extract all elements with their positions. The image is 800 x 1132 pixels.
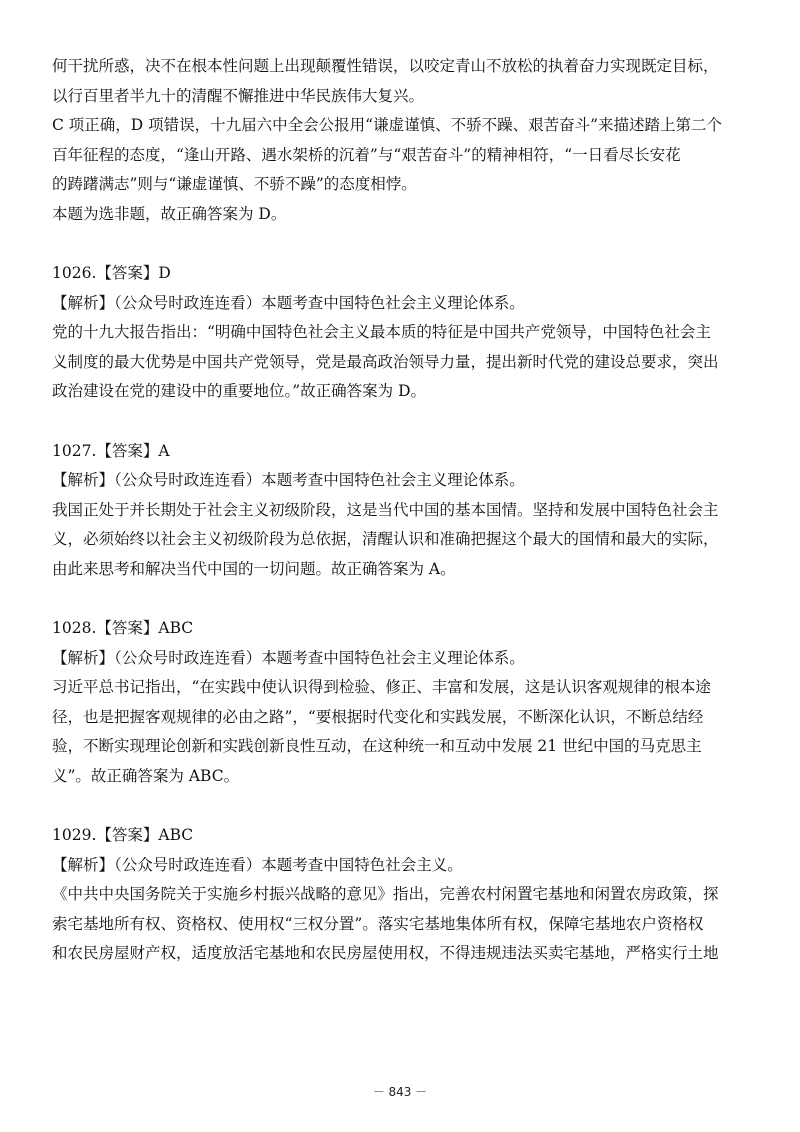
paragraph-line: 的踌躇满志”则与“谦虚谨慎、不骄不躁”的态度相悖。 [52,175,417,193]
answer-heading: 1029.【答案】ABC [52,826,194,844]
paragraph-line: 义，必须始终以社会主义初级阶段为总依据，清醒认识和准确把握这个最大的国情和最大的实际， [52,530,719,548]
answer-heading: 1026.【答案】D [52,264,171,282]
paragraph-line: 和农民房屋财产权，适度放活宅基地和农民房屋使用权，不得违规违法买卖宅基地，严格实行土地 [52,944,719,962]
intro-block [52,52,752,229]
paragraph-line: 以行百里者半九十的清醒不懈推进中华民族伟大复兴。 [52,86,425,105]
question-1026 [52,259,752,407]
analysis-heading: 【解析】（公众号时政连连看）本题考查中国特色社会主义理论体系。 [52,293,525,312]
paragraph-line: 索宅基地所有权、资格权、使用权“三权分置”。落实宅基地集体所有权，保障宅基地农户资格权 [52,914,704,933]
answer-heading: 1027.【答案】A [52,441,170,460]
paragraph-line: 党的十九大报告指出：“明确中国特色社会主义最本质的特征是中国共产党领导，中国特色社会主 [52,323,711,341]
page-number: － 843 － [372,1085,428,1099]
paragraph-line: 义”。故正确答案为 ABC。 [52,766,240,785]
analysis-heading: 【解析】（公众号时政连连看）本题考查中国特色社会主义理论体系。 [52,648,525,667]
answer-heading: 1028.【答案】ABC [52,619,194,637]
paragraph-line: C 项正确，D 项错误，十九届六中全会公报用“谦虚谨慎、不骄不躁、艰苦奋斗”来描述踏上第二个 [52,116,722,134]
analysis-heading: 【解析】（公众号时政连连看）本题考查中国特色社会主义理论体系。 [52,471,525,489]
paragraph-line: 习近平总书记指出，“在实践中使认识得到检验、修正、丰富和发展，这是认识客观规律的根本途 [52,678,711,696]
paragraph-line: 政治建设在党的建设中的重要地位。”故正确答案为 D。 [52,382,427,400]
question-1027 [52,437,752,585]
paragraph-line: 我国正处于并长期处于社会主义初级阶段，这是当代中国的基本国情。坚持和发展中国特色社会主 [52,500,719,519]
paragraph-line: 本题为选非题，故正确答案为 D。 [52,204,287,223]
question-1028 [52,614,752,791]
paragraph-line: 由此来思考和解决当代中国的一切问题。故正确答案为 A。 [52,559,456,578]
document-page [52,52,752,969]
analysis-heading: 【解析】（公众号时政连连看）本题考查中国特色社会主义。 [52,855,463,874]
paragraph-line: 百年征程的态度，“逢山开路、遇水架桥的沉着”与“艰苦奋斗”的精神相符，“一日看尽长安花 [52,145,681,164]
paragraph-line: 《中共中央国务院关于实施乡村振兴战略的意见》指出，完善农村闲置宅基地和闲置农房政策，探 [52,885,719,903]
paragraph-line: 验，不断实现理论创新和实践创新良性互动，在这种统一和互动中发展 21 世纪中国的马克思主 [52,737,702,755]
paragraph-line: 义制度的最大优势是中国共产党领导，党是最高政治领导力量，提出新时代党的建设总要求，突出 [52,352,719,371]
paragraph-line: 何干扰所惑，决不在根本性问题上出现颠覆性错误，以咬定青山不放松的执着奋力实现既定目标， [52,57,719,75]
paragraph-line: 径，也是把握客观规律的必由之路”，“要根据时代变化和实践发展，不断深化认识，不断总结经 [52,707,704,726]
question-1029 [52,821,752,969]
